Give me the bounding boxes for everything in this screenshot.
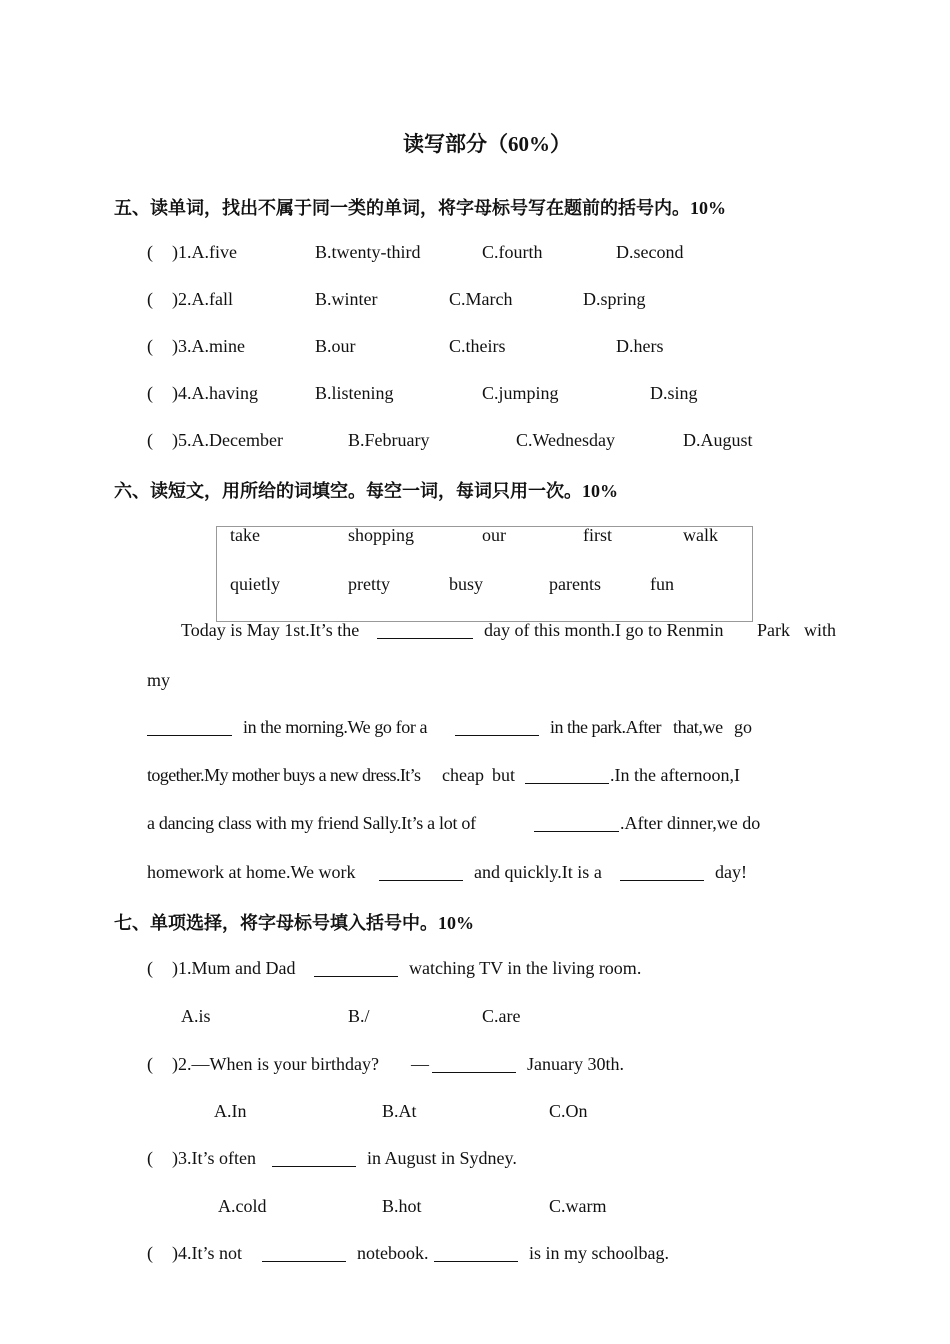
option-a: )2.A.fall — [172, 289, 233, 309]
option-d: D.sing — [650, 383, 698, 403]
fill-blank[interactable] — [620, 866, 704, 881]
question-text: in August in Sydney. — [367, 1148, 517, 1168]
answer-paren[interactable]: ( — [147, 1243, 153, 1263]
fill-blank[interactable] — [147, 721, 232, 736]
passage-text: day of this month.I go to Renmin — [484, 620, 724, 640]
answer-paren[interactable]: ( — [147, 1054, 153, 1074]
choice-option: C.warm — [549, 1196, 607, 1216]
passage-text: homework at home.We work — [147, 862, 356, 882]
word-bank-word: quietly — [230, 574, 280, 594]
choice-option: B.hot — [382, 1196, 422, 1216]
passage-text: and quickly.It is a — [474, 862, 602, 882]
option-c: C.March — [449, 289, 513, 309]
answer-paren[interactable]: ( — [147, 242, 153, 262]
question-text: is in my schoolbag. — [529, 1243, 669, 1263]
fill-blank[interactable] — [432, 1058, 516, 1073]
section7-heading: 七、单项选择，将字母标号填入括号中。10% — [114, 913, 474, 933]
option-b: B.our — [315, 336, 356, 356]
option-d: D.hers — [616, 336, 664, 356]
option-a: )5.A.December — [172, 430, 283, 450]
passage-text: a dancing class with my friend Sally.It’s a lot of — [147, 813, 476, 833]
question-text: )3.It’s often — [172, 1148, 256, 1168]
answer-paren[interactable]: ( — [147, 289, 153, 309]
word-bank-word: pretty — [348, 574, 390, 594]
option-a: )4.A.having — [172, 383, 258, 403]
passage-text: in the park.After — [550, 717, 661, 737]
choice-option: A.In — [214, 1101, 247, 1121]
word-bank-word: shopping — [348, 525, 415, 545]
fill-blank[interactable] — [314, 962, 398, 977]
word-bank-word: our — [482, 525, 506, 545]
fill-blank[interactable] — [379, 866, 463, 881]
question-text: )2.—When is your birthday? — [172, 1054, 379, 1074]
choice-option: C.On — [549, 1101, 588, 1121]
word-bank-word: busy — [449, 574, 484, 594]
answer-paren[interactable]: ( — [147, 1148, 153, 1168]
passage-text: day! — [715, 862, 747, 882]
passage-text: in the morning.We go for a — [243, 717, 428, 737]
fill-blank[interactable] — [525, 769, 609, 784]
passage-text: go — [734, 717, 752, 737]
passage-text: that,we — [673, 717, 723, 737]
question-text: )1.Mum and Dad — [172, 958, 296, 978]
passage-text: with — [804, 620, 837, 640]
section6-heading: 六、读短文，用所给的词填空。每空一词，每词只用一次。10% — [114, 481, 618, 501]
passage-text: my — [147, 670, 171, 690]
option-c: C.jumping — [482, 383, 559, 403]
passage-text: Today is May 1st.It’s the — [181, 620, 360, 640]
choice-option: B.At — [382, 1101, 417, 1121]
question-text: )4.It’s not — [172, 1243, 242, 1263]
answer-paren[interactable]: ( — [147, 383, 153, 403]
passage-text: .After dinner,we do — [620, 813, 761, 833]
word-bank-word: fun — [650, 574, 674, 594]
option-a: )1.A.five — [172, 242, 237, 262]
choice-option: B./ — [348, 1006, 370, 1026]
word-bank-word: walk — [683, 525, 718, 545]
option-a: )3.A.mine — [172, 336, 245, 356]
option-b: B.winter — [315, 289, 378, 309]
option-c: C.Wednesday — [516, 430, 616, 450]
passage-text: cheap — [442, 765, 484, 785]
fill-blank[interactable] — [455, 721, 539, 736]
answer-paren[interactable]: ( — [147, 958, 153, 978]
word-bank-word: first — [583, 525, 612, 545]
fill-blank[interactable] — [262, 1247, 346, 1262]
choice-option: A.cold — [218, 1196, 267, 1216]
answer-paren[interactable]: ( — [147, 336, 153, 356]
passage-text: .In the afternoon,I — [610, 765, 740, 785]
passage-text: together.My mother buys a new dress.It’s — [147, 765, 421, 785]
passage-text: Park — [757, 620, 790, 640]
choice-option: C.are — [482, 1006, 521, 1026]
word-bank-word: parents — [549, 574, 601, 594]
dash-mark: — — [411, 1054, 429, 1074]
page-title: 读写部分（60%） — [403, 132, 571, 156]
option-c: C.fourth — [482, 242, 543, 262]
option-c: C.theirs — [449, 336, 506, 356]
option-d: D.spring — [583, 289, 646, 309]
choice-option: A.is — [181, 1006, 211, 1026]
option-b: B.twenty-third — [315, 242, 421, 262]
answer-paren[interactable]: ( — [147, 430, 153, 450]
option-d: D.second — [616, 242, 684, 262]
passage-text: but — [492, 765, 516, 785]
fill-blank[interactable] — [377, 624, 473, 639]
fill-blank[interactable] — [434, 1247, 518, 1262]
section5-heading: 五、读单词，找出不属于同一类的单词，将字母标号写在题前的括号内。10% — [114, 198, 726, 218]
word-bank-word: take — [230, 525, 260, 545]
option-b: B.listening — [315, 383, 394, 403]
option-d: D.August — [683, 430, 753, 450]
question-text: watching TV in the living room. — [409, 958, 642, 978]
fill-blank[interactable] — [534, 817, 619, 832]
question-text: notebook. — [357, 1243, 429, 1263]
fill-blank[interactable] — [272, 1152, 356, 1167]
question-text: January 30th. — [527, 1054, 624, 1074]
option-b: B.February — [348, 430, 430, 450]
